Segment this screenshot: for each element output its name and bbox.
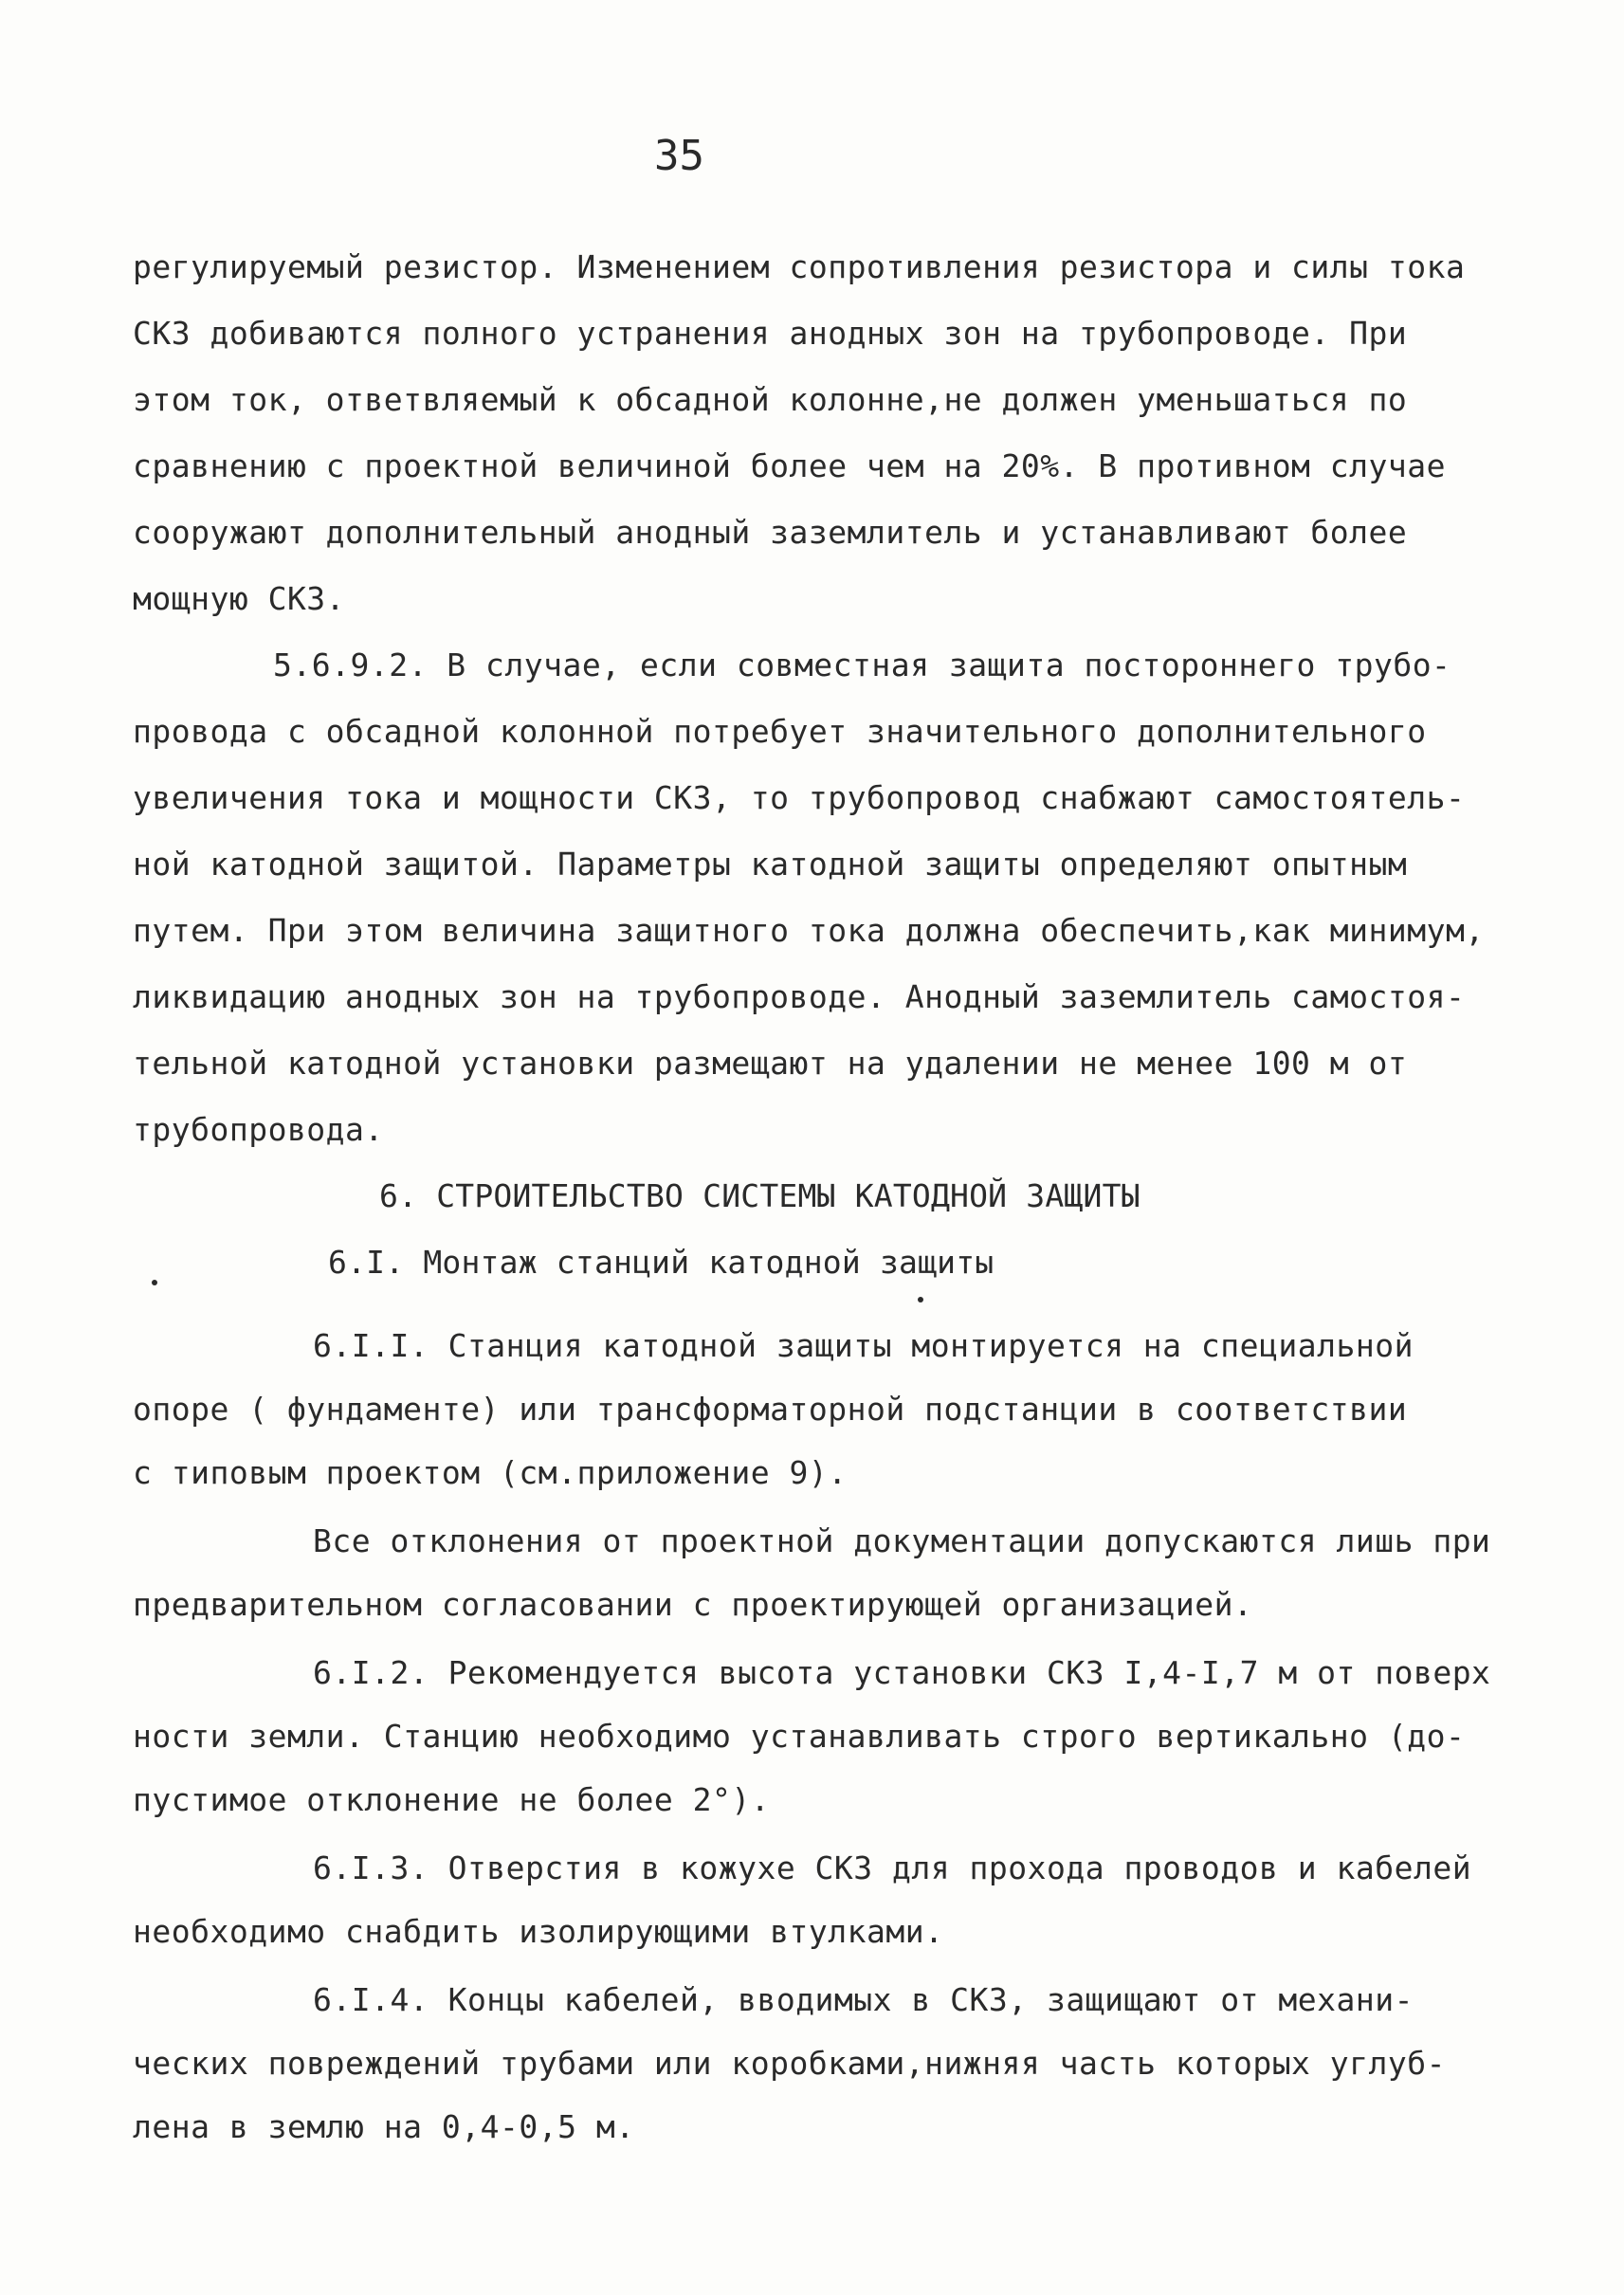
- paragraph-5-line-2: ности земли. Станцию необходимо устанавливать строго вертикально (до-: [133, 1718, 1466, 1755]
- paragraph-1-line-5: сооружают дополнительный анодный заземлитель и устанавливают более: [133, 514, 1408, 551]
- paragraph-4-line-2: предварительном согласовании с проектирующей организацией.: [133, 1586, 1253, 1623]
- paragraph-3-line-2: опоре ( фундаменте) или трансформаторной подстанции в соответствии: [133, 1391, 1408, 1428]
- page-number: 35: [654, 132, 704, 180]
- paragraph-6-line-2: необходимо снабдить изолирующими втулками.: [133, 1913, 944, 1950]
- scan-speck: [918, 1297, 923, 1302]
- paragraph-2-line-5: путем. При этом величина защитного тока должна обеспечить,как минимум,: [133, 912, 1485, 949]
- paragraph-2-line-1: 5.6.9.2. В случае, если совместная защита постороннего трубо-: [273, 647, 1451, 683]
- paragraph-1-line-6: мощную СКЗ.: [133, 580, 346, 617]
- paragraph-2-line-2: провода с обсадной колонной потребует значительного дополнительного: [133, 713, 1427, 750]
- paragraph-4-line-1: Все отклонения от проектной документации допускаются лишь при: [313, 1522, 1491, 1559]
- paragraph-2-line-3: увеличения тока и мощности СКЗ, то трубопровод снабжают самостоятель-: [133, 779, 1466, 816]
- paragraph-5-line-1: 6.I.2. Рекомендуется высота установки СКЗ I,4-I,7 м от поверх: [313, 1654, 1491, 1691]
- paragraph-3-line-1: 6.I.I. Станция катодной защиты монтируется на специальной: [313, 1327, 1414, 1364]
- paragraph-6-line-1: 6.I.3. Отверстия в кожухе СКЗ для прохода проводов и кабелей: [313, 1849, 1472, 1886]
- paragraph-3-line-3: с типовым проектом (см.приложение 9).: [133, 1454, 848, 1491]
- paragraph-1-line-4: сравнению с проектной величиной более чем на 20%. В противном случае: [133, 447, 1447, 484]
- paragraph-1-line-1: регулируемый резистор. Изменением сопротивления резистора и силы тока: [133, 248, 1466, 285]
- section-heading: 6. СТРОИТЕЛЬСТВО СИСТЕМЫ КАТОДНОЙ ЗАЩИТЫ: [379, 1177, 1140, 1214]
- paragraph-7-line-3: лена в землю на 0,4-0,5 м.: [133, 2108, 635, 2145]
- paragraph-7-line-1: 6.I.4. Концы кабелей, вводимых в СКЗ, защищают от механи-: [313, 1981, 1414, 2018]
- paragraph-2-line-8: трубопровода.: [133, 1111, 384, 1148]
- paragraph-7-line-2: ческих повреждений трубами или коробками,нижняя часть которых углуб-: [133, 2045, 1447, 2082]
- subsection-heading: 6.I. Монтаж станций катодной защиты: [328, 1244, 994, 1281]
- scan-speck: [152, 1280, 157, 1285]
- paragraph-2-line-7: тельной катодной установки размещают на удалении не менее 100 м от: [133, 1045, 1408, 1082]
- paragraph-2-line-4: ной катодной защитой. Параметры катодной защиты определяют опытным: [133, 846, 1408, 883]
- paragraph-1-line-3: этом ток, ответвляемый к обсадной колонне,не должен уменьшаться по: [133, 381, 1408, 418]
- paragraph-5-line-3: пустимое отклонение не более 2°).: [133, 1781, 771, 1818]
- paragraph-2-line-6: ликвидацию анодных зон на трубопроводе. Анодный заземлитель самостоя-: [133, 978, 1466, 1015]
- paragraph-1-line-2: СКЗ добиваются полного устранения анодных зон на трубопроводе. При: [133, 315, 1408, 352]
